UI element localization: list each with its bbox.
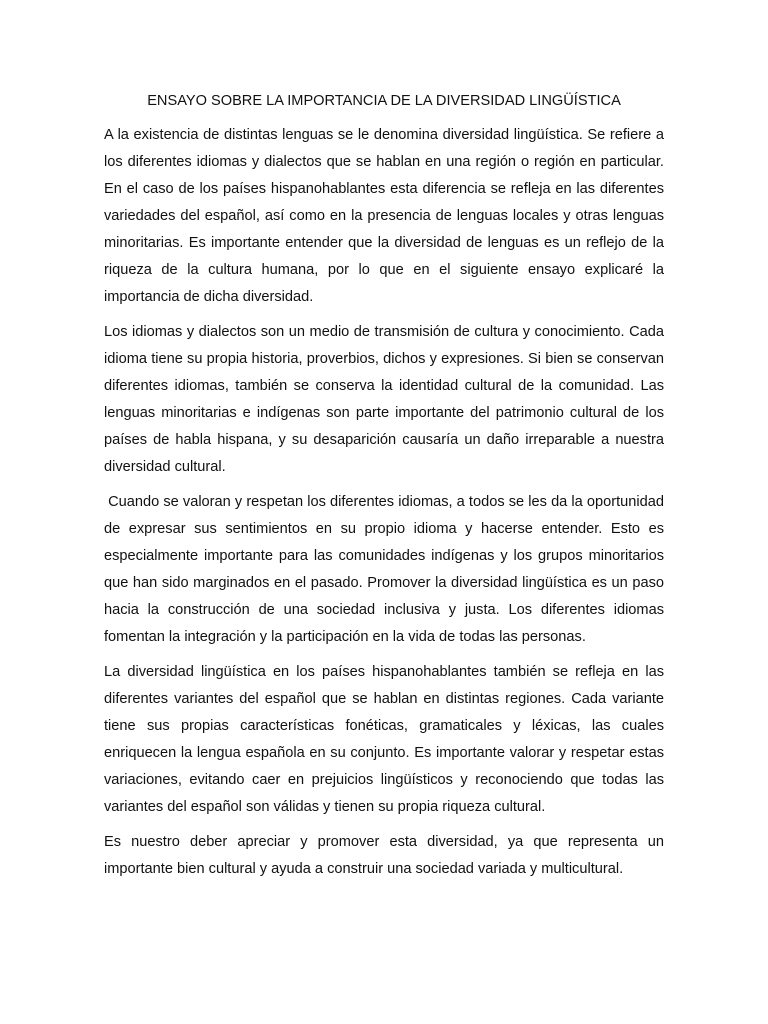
page-title: ENSAYO SOBRE LA IMPORTANCIA DE LA DIVERSIDAD LINGÜÍSTICA [147, 93, 621, 109]
paragraph-3: Cuando se valoran y respetan los diferentes idiomas, a todos se les da la oportunidad de expresar sus sentimientos en su propio idioma y hacerse entender. Esto es especialmente importante para las comunidades indígenas y los grupos minoritarios que han sido marginados en el pasado. Promover la diversidad lingüística es un paso hacia la construcción de una sociedad inclusiva y justa. Los diferentes idiomas fomentan la integración y la participación en la vida de todas las personas. [104, 494, 669, 645]
paragraph-1: A la existencia de distintas lenguas se le denomina diversidad lingüística. Se refiere a los diferentes idiomas y dialectos que se hablan en una región o región en particular. En el caso de los países hispanohablantes esta diferencia se refleja en las diferentes variedades del español, así como en la presencia de lenguas locales y otras lenguas minoritarias. Es importante entender que la diversidad de lenguas es un reflejo de la riqueza de la cultura humana, por lo que en el siguiente ensayo explicaré la importancia de dicha diversidad. [104, 127, 664, 305]
paragraph-5: Es nuestro deber apreciar y promover esta diversidad, ya que representa un importante bien cultural y ayuda a construir una sociedad variada y multicultural. [104, 834, 664, 877]
document-body [104, 122, 669, 891]
paragraph-2: Los idiomas y dialectos son un medio de transmisión de cultura y conocimiento. Cada idioma tiene su propia historia, proverbios, dichos y expresiones. Si bien se conservan diferentes idiomas, también se conserva la identidad cultural de la comunidad. Las lenguas minoritarias e indígenas son parte importante del patrimonio cultural de los países de habla hispana, y su desaparición causaría un daño irreparable a nuestra diversidad cultural. [104, 324, 664, 475]
paragraph-4: La diversidad lingüística en los países hispanohablantes también se refleja en las diferentes variantes del español que se hablan en distintas regiones. Cada variante tiene sus propias características fonéticas, gramaticales y léxicas, las cuales enriquecen la lengua española en su conjunto. Es importante valorar y respetar estas variaciones, evitando caer en prejuicios lingüísticos y reconociendo que todas las variantes del español son válidas y tienen su propia riqueza cultural. [104, 664, 664, 815]
